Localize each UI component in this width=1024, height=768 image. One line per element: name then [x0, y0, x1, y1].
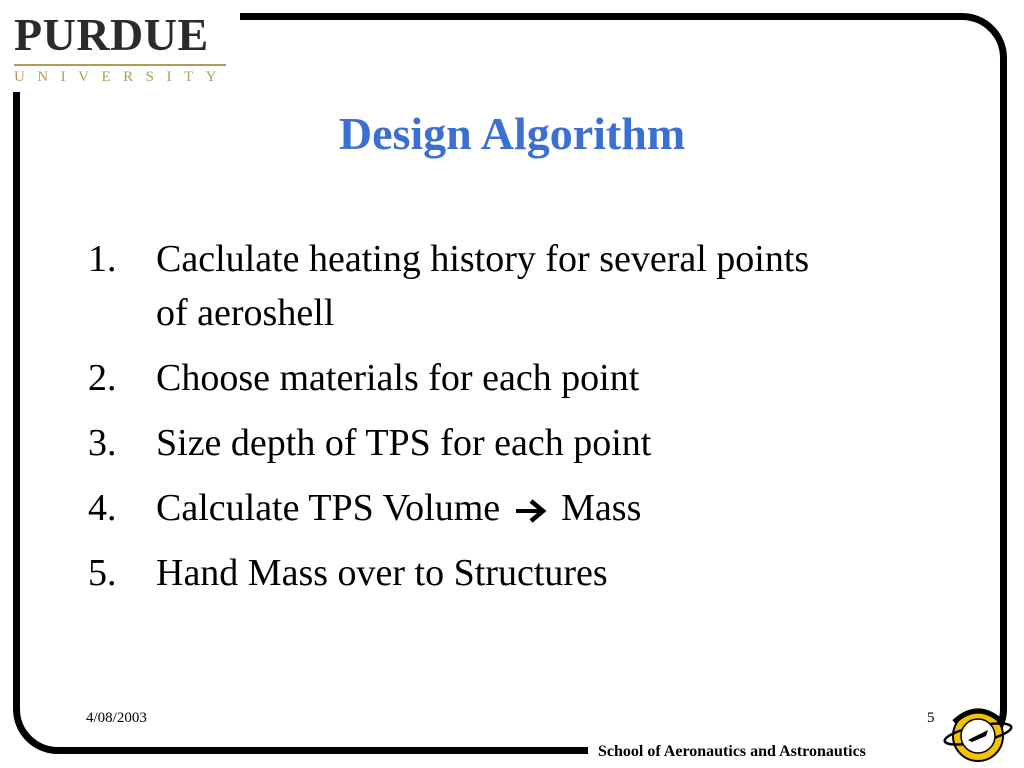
item-number: 4.: [88, 487, 117, 529]
logo-rule: [14, 64, 226, 66]
list-item: [88, 416, 848, 470]
list-item: [88, 481, 848, 535]
item-text-after: Mass: [561, 487, 642, 529]
item-text: Size depth of TPS for each point: [156, 422, 652, 464]
logo-wordmark: PURDUE: [14, 9, 209, 60]
logo-subtitle: UNIVERSITY: [14, 69, 229, 85]
item-text: Hand Mass over to Structures: [156, 552, 608, 594]
item-number: 5.: [88, 552, 117, 594]
item-text: Caclulate heating history for several points of aeroshell: [156, 238, 810, 334]
aero-astro-seal-icon: [942, 700, 1014, 764]
item-number: 1.: [88, 238, 117, 280]
page-number: 5: [927, 710, 935, 726]
right-arrow-icon: [514, 498, 548, 524]
algorithm-steps: [88, 232, 848, 611]
item-text: Choose materials for each point: [156, 357, 640, 399]
list-item: [88, 546, 848, 600]
slide-date: 4/08/2003: [86, 710, 147, 726]
purdue-logo: [14, 10, 228, 86]
list-item: [88, 351, 848, 405]
item-text: [156, 481, 848, 535]
slide-title: Design Algorithm: [338, 108, 686, 159]
school-name: School of Aeronautics and Astronautics: [598, 743, 866, 760]
item-text-before: Calculate TPS Volume: [156, 487, 501, 529]
item-number: 3.: [88, 422, 117, 464]
item-number: 2.: [88, 357, 117, 399]
list-item: [88, 232, 848, 340]
